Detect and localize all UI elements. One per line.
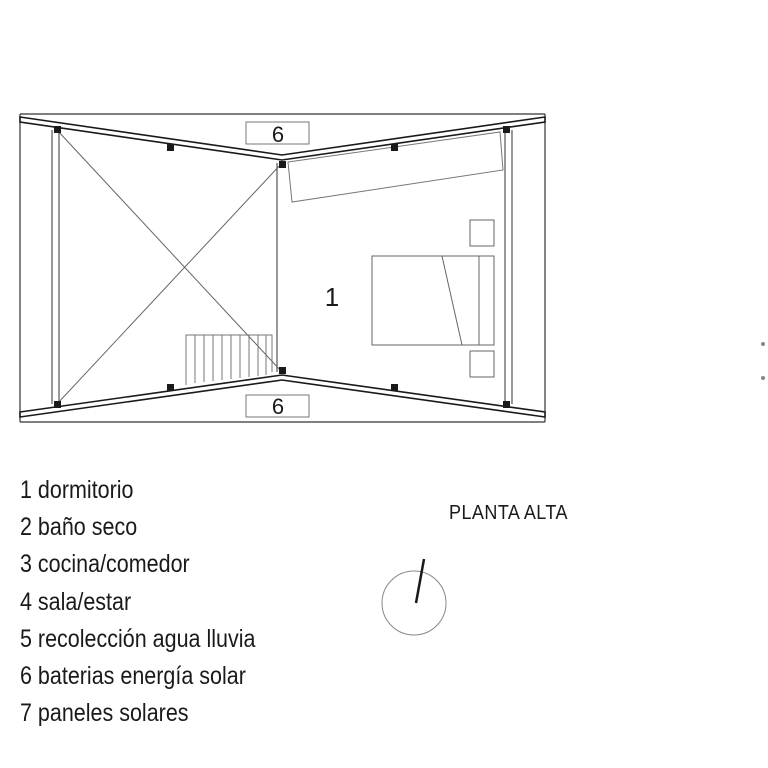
- void-cross: [57, 130, 282, 404]
- legend-item: 2 baño seco: [20, 513, 138, 542]
- columns: [54, 126, 510, 408]
- legend-item: 4 sala/estar: [20, 587, 132, 616]
- battery-label-bottom: 6: [271, 394, 285, 419]
- legend-item: 3 cocina/comedor: [20, 550, 190, 579]
- legend-item: 5 recolección agua lluvia: [20, 624, 256, 653]
- battery-label-top: 6: [271, 122, 285, 147]
- edge-marks: [761, 342, 765, 380]
- legend: [20, 472, 294, 732]
- legend-item: 1 dormitorio: [20, 476, 134, 504]
- bed: [372, 256, 494, 345]
- inner-walls: [52, 130, 512, 404]
- nightstand-bottom: [470, 351, 494, 377]
- plan-title: PLANTA ALTA: [449, 502, 568, 524]
- legend-item: 6 baterias energía solar: [20, 662, 246, 691]
- room-label-bedroom: 1: [324, 282, 340, 312]
- legend-item: 7 paneles solares: [20, 699, 189, 728]
- nightstand-top: [470, 220, 494, 246]
- north-arrow-icon: [382, 559, 446, 635]
